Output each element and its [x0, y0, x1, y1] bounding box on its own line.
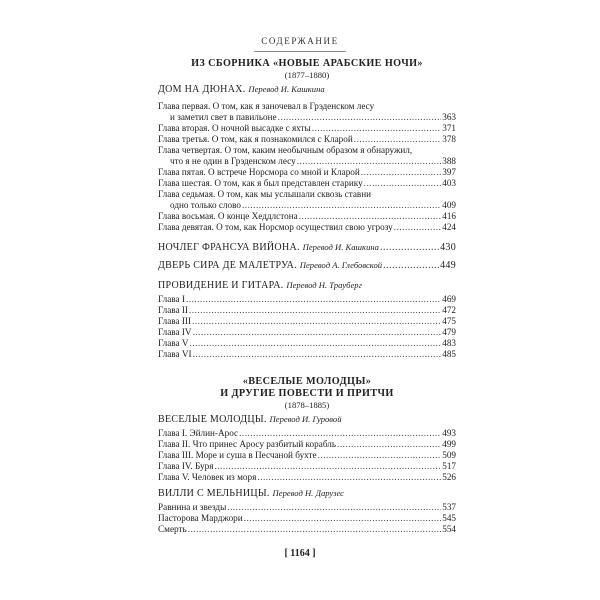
toc-entry[interactable]: Глава вторая. О ночной высадке с яхты ..... 371 [158, 123, 456, 134]
page-number: 363 [442, 112, 456, 122]
page-number: 537 [442, 502, 456, 512]
work-title: ПРОВИДЕНИЕ И ГИТАРА. Перевод Н. Трауберг [158, 280, 362, 291]
work-providence-guitar [158, 280, 456, 360]
running-header: СОДЕРЖАНИЕ [261, 36, 339, 46]
section-years: (1877–1880) [284, 70, 330, 80]
work-title: ВИЛЛИ С МЕЛЬНИЦЫ. Перевод Н. Дарузес [158, 488, 344, 499]
work-maletroit [158, 260, 456, 271]
work-will-o-the-mill [158, 488, 456, 535]
toc-entry[interactable]: Пасторова Марджори ..... 545 [158, 513, 456, 524]
toc-entry-line: Глава четвертая. О том, каким необычным образом я обнаружил, [158, 145, 413, 155]
toc-entry[interactable]: Глава I. Эйлин-Арос ..... 493 [158, 428, 456, 439]
page-number: 485 [442, 349, 456, 359]
toc-entry[interactable]: НОЧЛЕГ ФРАНСУА ВИЙОНА. Перевод И. Кашкина ..... 430 [158, 242, 456, 253]
toc-entry[interactable]: Глава III. Море и суша в Песчаной бухте ..... 509 [158, 450, 456, 461]
page-number: 526 [442, 472, 456, 482]
page-number: 449 [440, 260, 456, 271]
work-title: ВЕСЕЛЫЕ МОЛОДЦЫ. Перевод И. Гуровой [158, 414, 342, 425]
toc-entry[interactable]: Глава V ..... 483 [158, 338, 456, 349]
toc-entry[interactable]: Глава I ..... 469 [158, 294, 456, 305]
toc-entry-line: Глава первая. О том, как я заночевал в Грэденском лесу [158, 101, 375, 111]
toc-entry[interactable]: Глава третья. О том, как я познакомился с Кларой ..... 378 [158, 134, 456, 145]
toc-entry[interactable]: Глава восьмая. О конце Хеддлстона ..... 416 [158, 211, 456, 222]
page-number: 509 [442, 450, 456, 460]
section-title: ИЗ СБОРНИКА «НОВЫЕ АРАБСКИЕ НОЧИ» [191, 58, 423, 69]
work-villon [158, 242, 456, 253]
toc-entry-line: Глава седьмая. О том, как мы услышали сквозь ставни [158, 189, 372, 199]
work-house-on-dunes [158, 84, 456, 233]
header-rule [254, 51, 346, 52]
page-number: 409 [442, 200, 456, 210]
toc-entry[interactable]: одно только слово ..... 409 [158, 200, 456, 211]
page-number: 493 [442, 428, 456, 438]
translator: Перевод И. Кашкина [248, 84, 325, 94]
page-number: 483 [442, 338, 456, 348]
page-number: 416 [442, 211, 456, 221]
toc-entry[interactable]: Глава II ..... 472 [158, 305, 456, 316]
toc-entry[interactable]: Глава IV ..... 479 [158, 327, 456, 338]
page-number: 475 [442, 316, 456, 326]
translator: Перевод И. Кашкина [302, 242, 379, 252]
section-title: «ВЕСЕЛЫЕ МОЛОДЦЫ» [242, 376, 372, 387]
toc-entry[interactable]: Глава IV. Буря ..... 517 [158, 461, 456, 472]
page-number: 403 [442, 178, 456, 188]
page-number: 371 [442, 123, 456, 133]
page-number: 472 [442, 305, 456, 315]
page-number: 424 [442, 222, 456, 232]
work-merry-men [158, 414, 456, 483]
page-number: 545 [442, 513, 456, 523]
toc-entry[interactable]: Смерть ..... 554 [158, 524, 456, 535]
section-merry-men [158, 376, 456, 411]
page-folio: [ 1164 ] [284, 548, 316, 559]
translator: Перевод И. Гуровой [269, 414, 342, 424]
section-new-arabian-nights [158, 58, 456, 81]
toc-entry[interactable]: Глава III ..... 475 [158, 316, 456, 327]
page-number: 479 [442, 327, 456, 337]
toc-entry[interactable]: Глава пятая. О встрече Норсмора со мной и Кларой ..... 397 [158, 167, 456, 178]
page-number: 388 [442, 156, 456, 166]
page-number: 517 [442, 461, 456, 471]
toc-entry[interactable]: Глава VI ..... 485 [158, 349, 456, 360]
toc-entry[interactable]: ДВЕРЬ СИРА ДЕ МАЛЕТРУА. Перевод А. Глебовской ..... 449 [158, 260, 456, 271]
translator: Перевод Н. Трауберг [286, 280, 362, 290]
page-number: 430 [440, 242, 456, 253]
page-number: 469 [442, 294, 456, 304]
toc-entry[interactable]: Равнина и звезды ..... 537 [158, 502, 456, 513]
page-number: 397 [442, 167, 456, 177]
toc-entry[interactable]: Глава шестая. О том, как я был представлен старику ..... 403 [158, 178, 456, 189]
toc-entry[interactable]: Глава II. Что принес Аросу разбитый корабль ..... 499 [158, 439, 456, 450]
toc-entry[interactable]: Глава V. Человек из моря ..... 526 [158, 472, 456, 483]
work-title: ДОМ НА ДЮНАХ. Перевод И. Кашкина [158, 84, 325, 95]
toc-entry[interactable]: и заметил свет в павильоне ..... 363 [158, 112, 456, 123]
page-number: 554 [442, 524, 456, 534]
section-years: (1878–1885) [284, 400, 330, 410]
page-number: 378 [442, 134, 456, 144]
toc-entry[interactable]: что я не один в Грэденском лесу ..... 388 [158, 156, 456, 167]
toc-entry[interactable]: Глава девятая. О том, как Норсмор осуществил свою угрозу ..... 424 [158, 222, 456, 233]
translator: Перевод А. Глебовской [299, 260, 383, 270]
translator: Перевод Н. Дарузес [272, 488, 344, 498]
page-number: 499 [442, 439, 456, 449]
section-title-2: И ДРУГИЕ ПОВЕСТИ И ПРИТЧИ [220, 388, 394, 399]
